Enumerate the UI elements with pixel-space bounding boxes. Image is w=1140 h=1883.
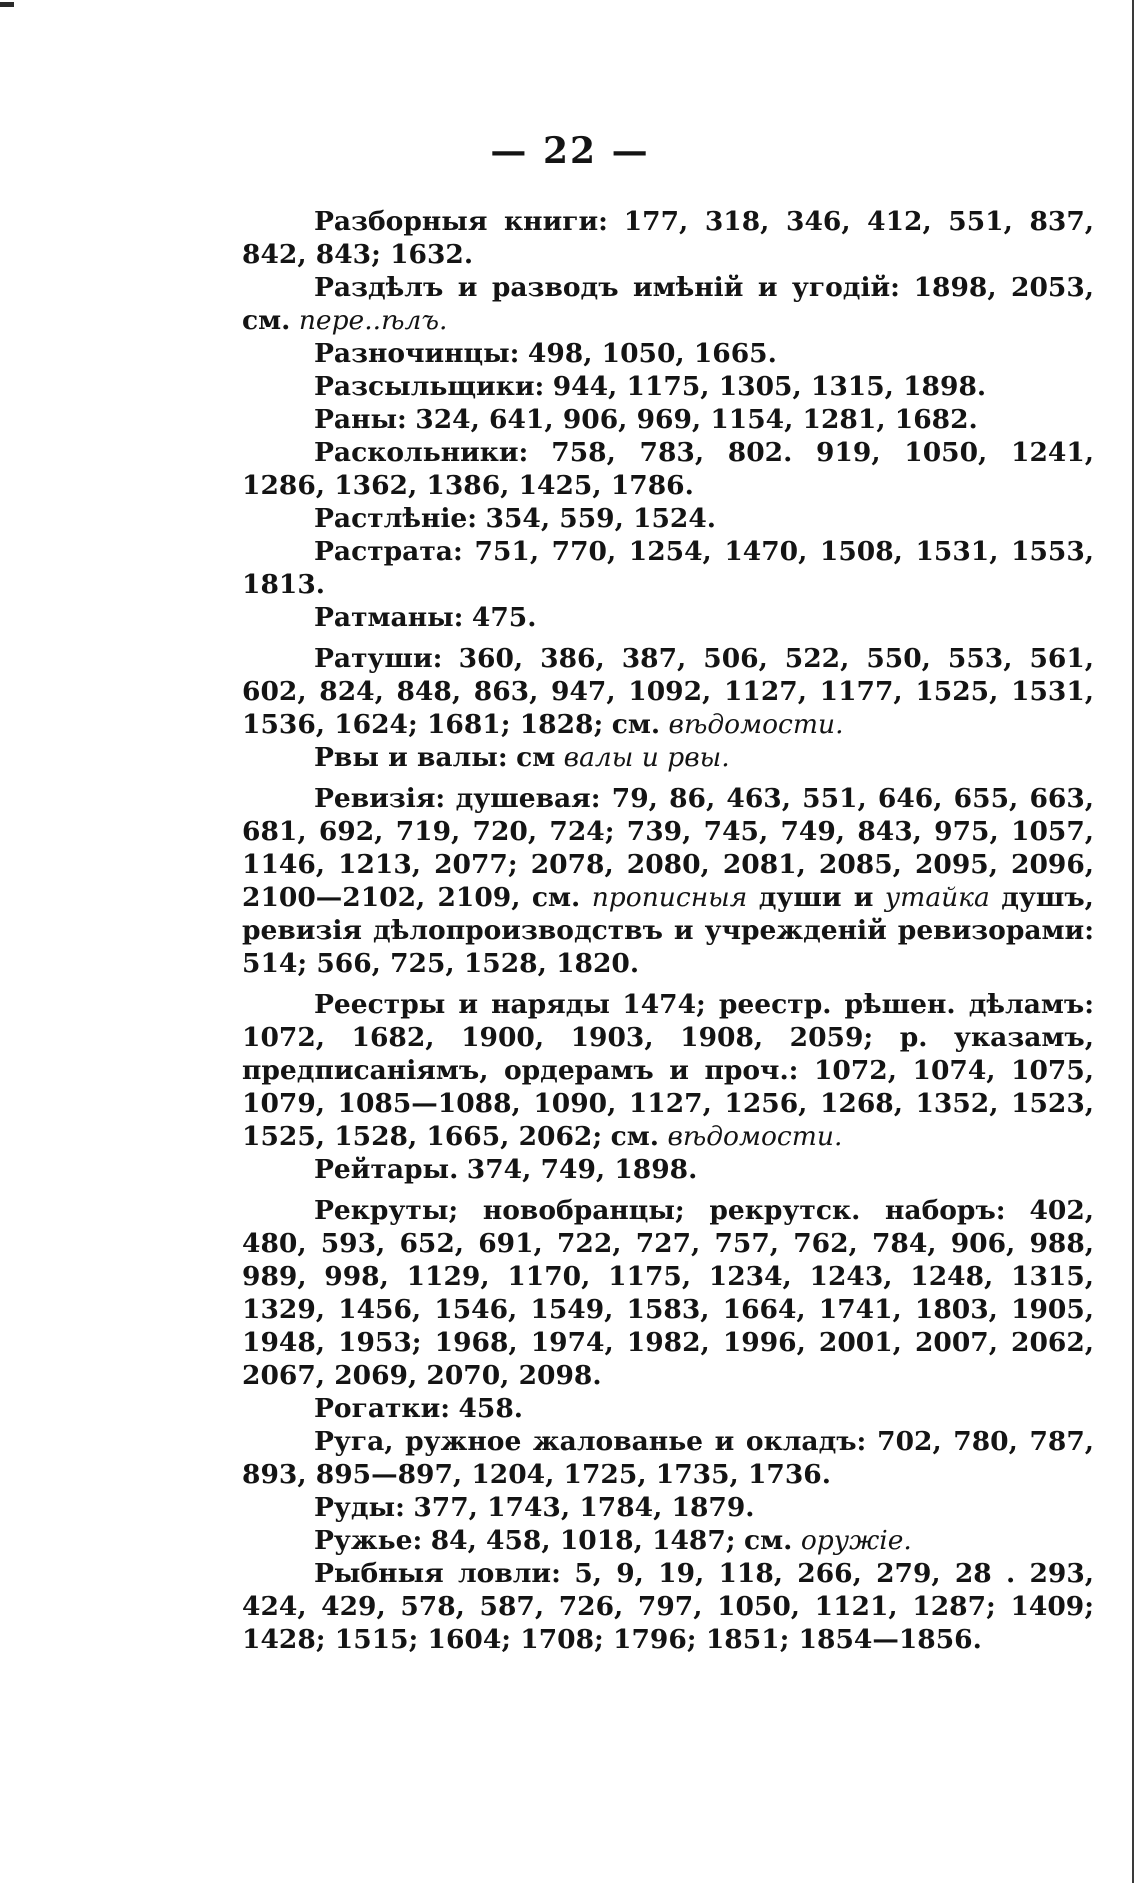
index-entry xyxy=(242,1524,1094,1557)
index-refs-continued: душъ, ревизія дѣлопроизводствъ и учрежденій ревизорами: 514; 566, 725, 1528, 1820. xyxy=(242,882,1094,979)
index-refs: 1474; реестр. рѣшен. дѣламъ: 1072, 1682, 1900, 1903, 1908, 2059; р. указамъ, предписаніямъ, ордерамъ и проч.: 1072, 1074, 1075, 1079, 1085—1088, 1090, 1127, 1256, 1268, 1352, 1523, 1525, 1528, 1665, 2062; xyxy=(242,989,1094,1152)
index-entry xyxy=(242,642,1094,741)
index-refs: душевая: 79, 86, 463, 551, 646, 655, 663, 681, 692, 719, 720, 724; 739, 745, 749, 843, 975, 1057, 1146, 1213, 2077; 2078, 2080, 2081, 2085, 2095, 2096, 2100—2102, 2109, xyxy=(242,783,1094,913)
index-term: Растлѣніе: xyxy=(314,503,478,534)
scan-page-edge xyxy=(1132,0,1134,1883)
see-also-reference: валы и рвы. xyxy=(563,742,730,773)
index-refs: 177, 318, 346, 412, 551, 837, 842, 843; 1632. xyxy=(242,206,1094,270)
scan-corner-mark xyxy=(0,2,14,7)
index-refs: 5, 9, 19, 118, 266, 279, 28 . 293, 424, 429, 578, 587, 726, 797, 1050, 1121, 1287; 1409; 1428; 1515; 1604; 1708; 1796; 1851; 1854—1856. xyxy=(242,1558,1094,1655)
see-also-label: см. xyxy=(531,882,581,913)
index-term: Раскольники: xyxy=(314,437,529,468)
index-term: Ружье: xyxy=(314,1525,423,1556)
index-refs: 758, 783, 802. 919, 1050, 1241, 1286, 1362, 1386, 1425, 1786. xyxy=(242,437,1094,501)
index-refs: 84, 458, 1018, 1487; xyxy=(430,1525,736,1556)
index-refs: 498, 1050, 1665. xyxy=(527,338,777,369)
index-refs: 354, 559, 1524. xyxy=(485,503,717,534)
see-also-label: см. xyxy=(744,1525,793,1556)
index-refs: 475. xyxy=(471,602,537,633)
index-term: Разсыльщики: xyxy=(314,371,545,402)
index-term: Ратуши: xyxy=(314,643,443,674)
index-term: Ратманы: xyxy=(314,602,464,633)
index-entry xyxy=(242,1425,1094,1491)
index-column xyxy=(242,205,1094,1656)
index-term: Раздѣлъ и разводъ имѣній и угодій: xyxy=(314,272,900,303)
index-refs: 1898, 2053, xyxy=(913,272,1095,303)
index-entry xyxy=(242,601,1094,634)
index-term: Реестры и наряды xyxy=(314,989,610,1020)
see-also-label: см. xyxy=(611,709,661,740)
index-term: Руды: xyxy=(314,1492,405,1523)
index-entry xyxy=(242,782,1094,980)
see-also-label: см. xyxy=(242,305,291,336)
index-term: Руга, ружное жалованье и окладъ: xyxy=(314,1426,867,1457)
index-refs: 944, 1175, 1305, 1315, 1898. xyxy=(552,371,987,402)
index-refs: 402, 480, 593, 652, 691, 722, 727, 757, 762, 784, 906, 988, 989, 998, 1129, 1170, 1175, 1234, 1243, 1248, 1315, 1329, 1456, 1546, 1549, 1583, 1664, 1741, 1803, 1905, 1948, 1953; 1968, 1974, 1982, 1996, 2001, 2007, 2062, 2067, 2069, 2070, 2098. xyxy=(242,1195,1094,1391)
index-entry xyxy=(242,1194,1094,1392)
index-entry xyxy=(242,436,1094,502)
index-entry xyxy=(242,403,1094,436)
index-entry xyxy=(242,1491,1094,1524)
index-entry xyxy=(242,337,1094,370)
see-also-reference: вѣдомости. xyxy=(668,709,844,740)
index-entry xyxy=(242,535,1094,601)
see-also-reference: прописныя xyxy=(591,882,748,913)
index-term: Разборныя книги: xyxy=(314,206,608,237)
index-refs: 324, 641, 906, 969, 1154, 1281, 1682. xyxy=(415,404,978,435)
index-term: Рогатки: xyxy=(314,1393,451,1424)
index-term: Растрата: xyxy=(314,536,463,567)
index-entry xyxy=(242,370,1094,403)
see-also-reference: утайка xyxy=(884,882,990,913)
index-entry xyxy=(242,741,1094,774)
see-also-label: см. xyxy=(610,1121,659,1152)
index-refs-continued: души и xyxy=(758,882,874,913)
index-refs: 751, 770, 1254, 1470, 1508, 1531, 1553, 1813. xyxy=(242,536,1094,600)
index-refs: 360, 386, 387, 506, 522, 550, 553, 561, 602, 824, 848, 863, 947, 1092, 1127, 1177, 1525, 1531, 1536, 1624; 1681; 1828; xyxy=(242,643,1094,740)
index-term: Рвы и валы: xyxy=(314,742,508,773)
see-also-reference: вѣдомости. xyxy=(667,1121,843,1152)
index-term: Рейтары. xyxy=(314,1154,459,1185)
index-term: Ревизія: xyxy=(314,783,446,814)
see-also-label: см xyxy=(516,742,556,773)
index-refs: 377, 1743, 1784, 1879. xyxy=(413,1492,755,1523)
index-term: Рекруты; новобранцы; рекрутск. наборъ: xyxy=(314,1195,1006,1226)
index-term: Рыбныя ловли: xyxy=(314,1558,561,1589)
see-also-reference: пере..ѣлъ. xyxy=(298,305,448,336)
index-entry xyxy=(242,988,1094,1153)
see-also-reference: оружіе. xyxy=(800,1525,912,1556)
index-entry xyxy=(242,1392,1094,1425)
index-entry xyxy=(242,502,1094,535)
index-refs: 374, 749, 1898. xyxy=(466,1154,698,1185)
page-number: — 22 — xyxy=(490,130,650,172)
index-refs: 702, 780, 787, 893, 895—897, 1204, 1725, 1735, 1736. xyxy=(242,1426,1094,1490)
index-entry xyxy=(242,205,1094,271)
index-term: Раны: xyxy=(314,404,407,435)
index-entry xyxy=(242,1153,1094,1186)
index-entry xyxy=(242,1557,1094,1656)
index-refs: 458. xyxy=(458,1393,523,1424)
index-term: Разночинцы: xyxy=(314,338,520,369)
index-entry xyxy=(242,271,1094,337)
